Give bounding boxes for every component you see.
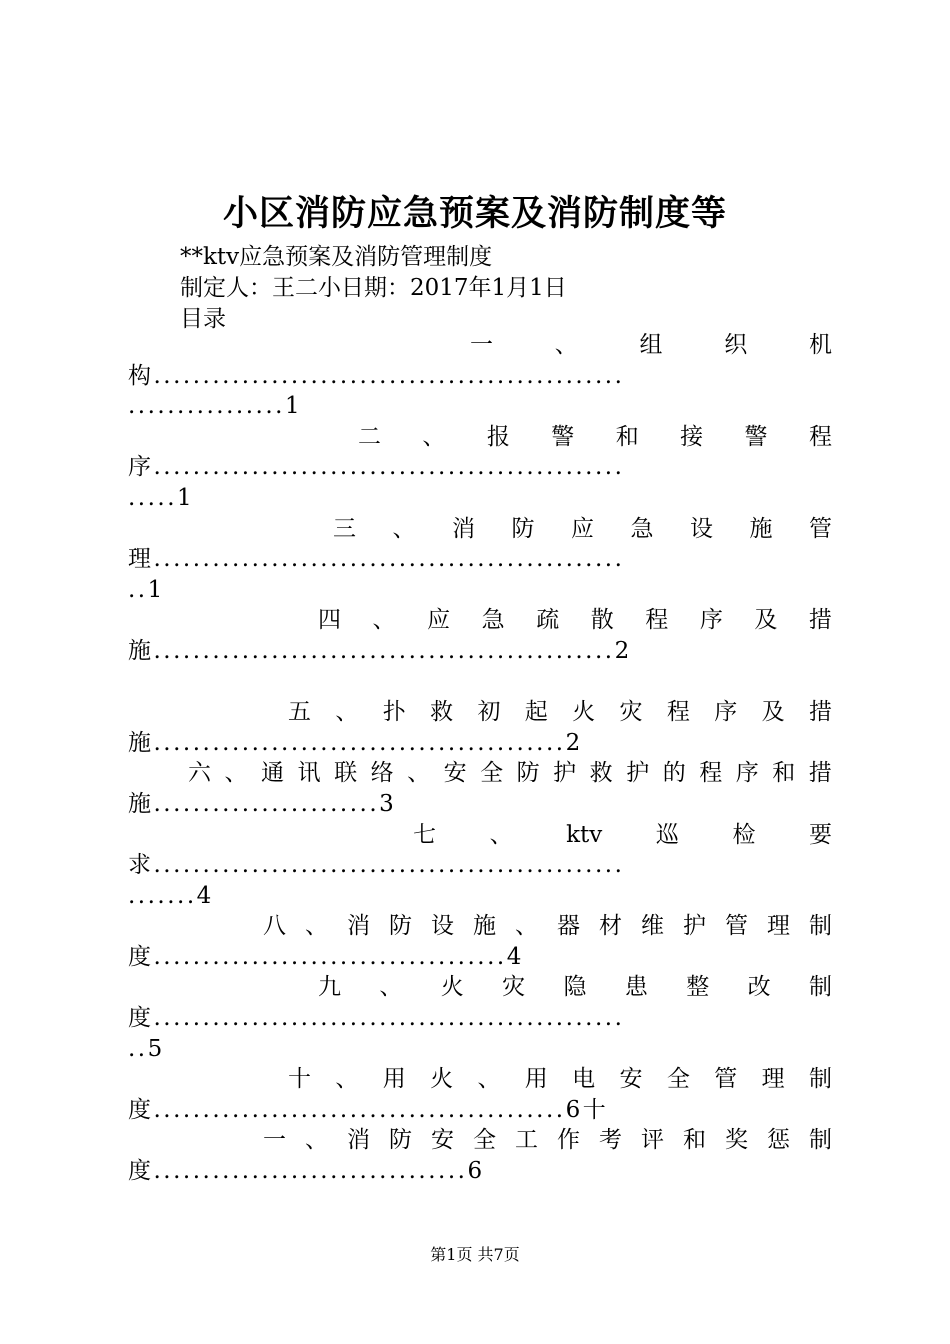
author-date-line: 制定人：王二小日期：2017年1月1日 (180, 275, 567, 301)
toc-entry-line: .....1 (128, 484, 195, 511)
toc-entry-line: 度................................................ (128, 1005, 625, 1032)
toc-entry (128, 911, 832, 972)
toc-entry-heading: 七 、 ktv 巡 检 要 (413, 821, 832, 848)
toc-entry (128, 1064, 832, 1125)
toc-entry-line: 施..........................................2 (128, 729, 583, 756)
document-subtitle: **ktv应急预案及消防管理制度 (180, 244, 493, 270)
toc-entry-heading: 十 、 用 火 、 用 电 安 全 管 理 制 (288, 1066, 832, 1093)
table-of-contents (128, 330, 832, 1187)
toc-entry (128, 514, 832, 606)
toc-entry-heading: 三 、 消 防 应 急 设 施 管 (333, 515, 832, 542)
toc-entry-line: ................1 (128, 393, 303, 420)
toc-entry (128, 667, 832, 759)
toc-entry (128, 820, 832, 912)
toc-entry-heading: 一 、 消 防 安 全 工 作 考 评 和 奖 惩 制 (263, 1127, 832, 1154)
toc-entry-line: ..1 (128, 576, 165, 603)
page-footer: 第1页 共7页 (430, 1245, 520, 1264)
toc-entry (128, 605, 832, 666)
toc-entry (128, 1125, 832, 1186)
toc-entry-heading: 八 、 消 防 设 施 、 器 材 维 护 管 理 制 (263, 913, 832, 940)
toc-entry-line: 度....................................4 (128, 943, 524, 970)
toc-entry (128, 330, 832, 422)
toc-entry-heading: 九 、 火 灾 隐 患 整 改 制 (318, 974, 832, 1001)
toc-entry-line: 构................................................ (128, 362, 625, 389)
toc-entry-line: 理................................................ (128, 546, 625, 573)
toc-entry-line: 度................................6 (128, 1158, 485, 1185)
toc-label: 目录 (180, 306, 226, 332)
toc-entry (128, 972, 832, 1064)
toc-entry-line: 序................................................ (128, 454, 625, 481)
toc-entry-line: 度..........................................6十 (128, 1096, 609, 1123)
toc-entry-heading: 六 、 通 讯 联 络 、 安 全 防 护 救 护 的 程 序 和 措 (188, 760, 832, 787)
toc-entry-line: .......4 (128, 882, 214, 909)
toc-entry-line: ..5 (128, 1035, 165, 1062)
toc-entry-heading: 四 、 应 急 疏 散 程 序 及 措 (318, 607, 832, 634)
toc-entry-heading: 一 、 组 织 机 (470, 332, 832, 358)
toc-entry-line: 施...............................................2 (128, 637, 632, 664)
toc-entry-line: 施.......................3 (128, 790, 397, 817)
toc-entry-heading: 二 、 报 警 和 接 警 程 (358, 423, 832, 450)
toc-entry (128, 758, 832, 819)
toc-entry-line: 求................................................ (128, 852, 625, 879)
document-title: 小区消防应急预案及消防制度等 (222, 193, 727, 234)
toc-entry (128, 422, 832, 514)
toc-entry-heading: 五 、 扑 救 初 起 火 灾 程 序 及 措 (288, 699, 832, 726)
